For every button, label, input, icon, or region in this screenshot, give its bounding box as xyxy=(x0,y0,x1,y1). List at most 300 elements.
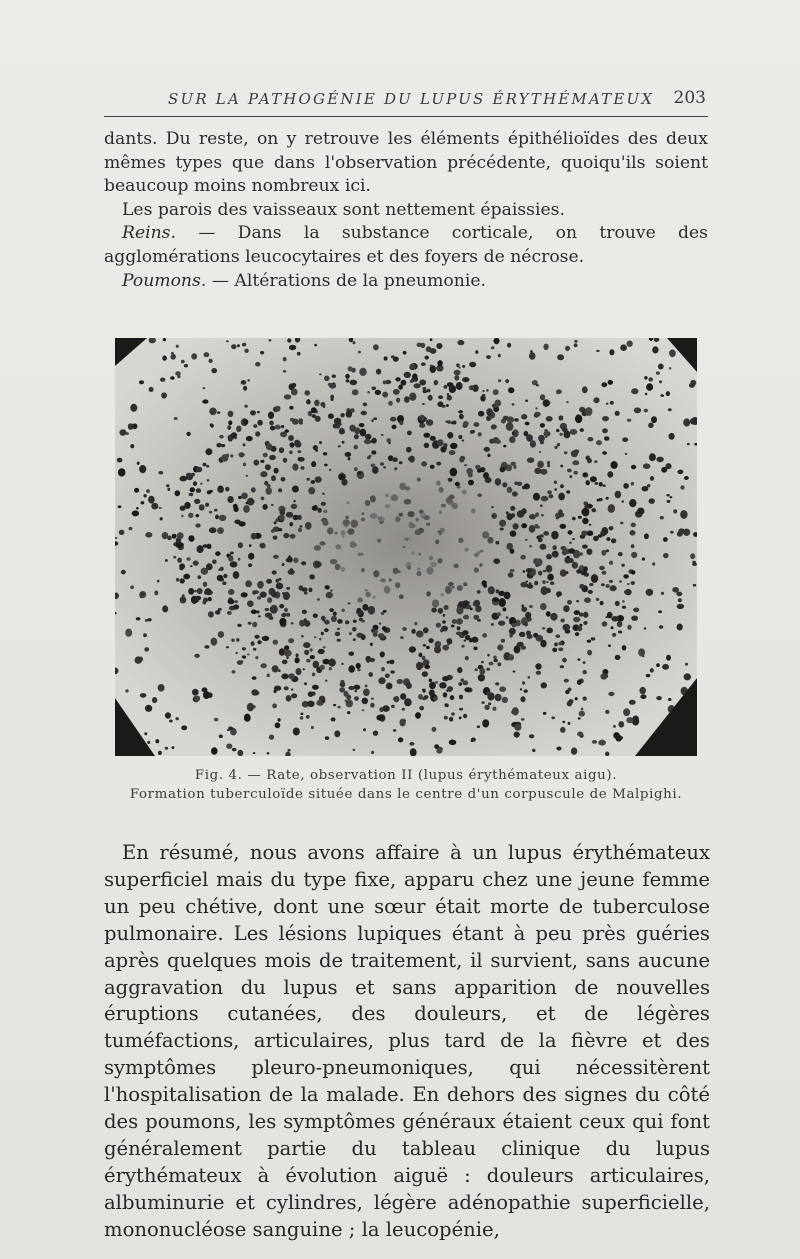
cell-nucleus xyxy=(125,689,128,692)
cell-nucleus xyxy=(575,414,582,423)
cell-nucleus xyxy=(684,673,691,680)
cell-nucleus xyxy=(609,349,614,355)
cell-nucleus xyxy=(371,629,374,633)
cell-nucleus xyxy=(340,413,344,417)
cell-nucleus xyxy=(429,638,434,643)
cell-nucleus xyxy=(145,532,152,538)
cell-nucleus xyxy=(506,616,509,619)
cell-nucleus xyxy=(506,422,514,431)
cell-nucleus xyxy=(442,676,449,681)
cell-nucleus xyxy=(627,625,631,630)
cell-nucleus xyxy=(666,494,669,496)
cell-nucleus xyxy=(511,710,517,715)
cell-nucleus xyxy=(386,438,391,442)
cell-nucleus xyxy=(451,625,455,628)
cell-nucleus xyxy=(564,451,568,454)
cell-nucleus xyxy=(417,478,421,482)
cell-nucleus xyxy=(543,531,549,536)
cell-nucleus xyxy=(546,628,553,634)
cell-nucleus xyxy=(554,488,557,490)
cell-nucleus xyxy=(265,464,271,470)
bottom-text-block xyxy=(104,840,710,1244)
cell-nucleus xyxy=(357,608,362,613)
cell-nucleus xyxy=(319,541,325,545)
cell-nucleus xyxy=(424,665,430,669)
cell-nucleus xyxy=(218,569,221,571)
cell-nucleus xyxy=(607,471,613,478)
cell-nucleus xyxy=(462,605,467,608)
cell-nucleus xyxy=(319,373,322,375)
cell-nucleus xyxy=(266,579,272,584)
cell-nucleus xyxy=(365,592,371,598)
cell-nucleus xyxy=(587,437,593,441)
cell-nucleus xyxy=(560,484,564,488)
cell-nucleus xyxy=(540,423,545,428)
cell-nucleus xyxy=(170,376,174,380)
cell-nucleus xyxy=(345,452,352,457)
cell-nucleus xyxy=(540,544,547,550)
cell-nucleus xyxy=(666,391,670,396)
cell-nucleus xyxy=(379,623,381,625)
cell-nucleus xyxy=(373,731,378,736)
cell-nucleus xyxy=(446,404,449,407)
cell-nucleus xyxy=(619,580,622,582)
cell-nucleus xyxy=(554,446,557,449)
cell-nucleus xyxy=(252,590,256,594)
cell-nucleus xyxy=(493,338,499,344)
cell-nucleus xyxy=(563,624,571,631)
cell-nucleus xyxy=(225,487,229,492)
cell-nucleus xyxy=(357,669,361,672)
cell-nucleus xyxy=(354,445,358,450)
cell-nucleus xyxy=(502,482,507,487)
cell-nucleus xyxy=(663,553,669,558)
cell-nucleus xyxy=(176,717,179,720)
cell-nucleus xyxy=(228,420,232,425)
cell-nucleus xyxy=(390,417,397,422)
cell-nucleus xyxy=(172,534,177,539)
cell-nucleus xyxy=(538,435,545,442)
cell-nucleus xyxy=(349,652,355,656)
cell-nucleus xyxy=(399,513,404,517)
cell-nucleus xyxy=(443,693,447,697)
cell-nucleus xyxy=(154,591,158,596)
cell-nucleus xyxy=(536,635,544,642)
cell-nucleus xyxy=(321,502,326,506)
cell-nucleus xyxy=(567,469,572,473)
cell-nucleus xyxy=(463,714,467,719)
cell-nucleus xyxy=(322,700,326,703)
cell-nucleus xyxy=(521,523,527,528)
cell-nucleus xyxy=(388,442,391,444)
cell-nucleus xyxy=(430,465,435,469)
cell-nucleus xyxy=(310,692,315,696)
cell-nucleus xyxy=(631,581,635,585)
cell-nucleus xyxy=(475,668,478,671)
cell-nucleus xyxy=(226,454,229,458)
cell-nucleus xyxy=(342,441,345,444)
cell-nucleus xyxy=(631,523,636,528)
cell-nucleus xyxy=(486,355,490,358)
cell-nucleus xyxy=(365,685,368,688)
cell-nucleus xyxy=(656,663,660,667)
cell-nucleus xyxy=(507,416,514,423)
cell-nucleus xyxy=(595,482,599,485)
cell-nucleus xyxy=(218,631,224,638)
cell-nucleus xyxy=(629,499,636,507)
cell-nucleus xyxy=(342,609,345,612)
cell-nucleus xyxy=(252,676,257,680)
cell-nucleus xyxy=(498,621,505,626)
cell-nucleus xyxy=(464,548,468,552)
cell-nucleus xyxy=(427,389,431,393)
cell-nucleus xyxy=(430,365,433,367)
cell-nucleus xyxy=(495,478,501,486)
cell-nucleus xyxy=(501,639,505,643)
cell-nucleus xyxy=(352,389,359,395)
cell-nucleus xyxy=(286,512,293,518)
cell-nucleus xyxy=(676,592,682,597)
cell-nucleus xyxy=(373,417,377,420)
cell-nucleus xyxy=(269,455,276,460)
cell-nucleus xyxy=(270,605,278,614)
cell-nucleus xyxy=(660,516,664,519)
cell-nucleus xyxy=(527,634,533,639)
cell-nucleus xyxy=(423,690,426,693)
cell-nucleus xyxy=(143,494,146,497)
cell-nucleus xyxy=(586,480,590,485)
cell-nucleus xyxy=(118,468,126,476)
cell-nucleus xyxy=(404,396,410,403)
cell-nucleus xyxy=(414,383,421,388)
cell-nucleus xyxy=(174,417,178,420)
cell-nucleus xyxy=(493,558,500,564)
cell-nucleus xyxy=(255,635,260,639)
cell-nucleus xyxy=(304,390,310,395)
cell-nucleus xyxy=(158,684,165,692)
cell-nucleus xyxy=(499,686,506,692)
cell-nucleus xyxy=(149,387,154,392)
cell-nucleus xyxy=(306,659,310,663)
cell-nucleus xyxy=(339,687,345,692)
cell-nucleus xyxy=(380,462,384,465)
cell-nucleus xyxy=(477,493,482,497)
cell-nucleus xyxy=(513,671,516,673)
cell-nucleus xyxy=(416,631,424,638)
cell-nucleus xyxy=(656,371,660,375)
cell-nucleus xyxy=(189,493,194,496)
cell-nucleus xyxy=(601,382,607,387)
cell-nucleus xyxy=(380,651,385,657)
cell-nucleus xyxy=(457,626,461,630)
cell-nucleus xyxy=(191,473,195,477)
cell-nucleus xyxy=(404,698,412,706)
cell-nucleus xyxy=(249,544,252,547)
cell-nucleus xyxy=(419,380,426,386)
cell-nucleus xyxy=(287,557,293,563)
cell-nucleus xyxy=(456,382,463,390)
cell-nucleus xyxy=(385,674,390,679)
cell-nucleus xyxy=(567,556,570,559)
cell-nucleus xyxy=(214,718,219,722)
cell-nucleus xyxy=(669,350,676,358)
cell-nucleus xyxy=(546,581,549,583)
cell-nucleus xyxy=(157,580,160,583)
cell-nucleus xyxy=(677,470,683,475)
cell-nucleus xyxy=(177,375,180,379)
cell-nucleus xyxy=(279,447,284,453)
cell-nucleus xyxy=(433,696,438,700)
cell-nucleus xyxy=(463,582,467,586)
cell-nucleus xyxy=(283,592,290,600)
cell-nucleus xyxy=(465,635,471,640)
cell-nucleus xyxy=(542,627,545,630)
cell-nucleus xyxy=(289,534,295,539)
cell-nucleus xyxy=(415,518,418,522)
cell-nucleus xyxy=(644,627,646,630)
cell-nucleus xyxy=(524,483,530,489)
cell-nucleus xyxy=(468,472,473,478)
cell-nucleus xyxy=(574,471,578,475)
cell-nucleus xyxy=(215,610,220,614)
cell-nucleus xyxy=(251,689,258,695)
cell-nucleus xyxy=(648,423,654,428)
cell-nucleus xyxy=(462,680,468,685)
cell-nucleus xyxy=(435,539,439,544)
cell-nucleus xyxy=(271,504,274,506)
cell-nucleus xyxy=(260,460,264,463)
cell-nucleus xyxy=(625,589,632,595)
cell-nucleus xyxy=(683,418,690,426)
cell-nucleus xyxy=(580,428,584,432)
cell-nucleus xyxy=(238,542,243,548)
cell-nucleus xyxy=(571,747,577,754)
cell-nucleus xyxy=(254,460,260,466)
cell-nucleus xyxy=(252,622,257,628)
cell-nucleus xyxy=(242,655,246,658)
cell-nucleus xyxy=(354,685,361,690)
cell-nucleus xyxy=(357,598,363,603)
cell-nucleus xyxy=(260,351,264,354)
cell-nucleus xyxy=(373,344,379,350)
cell-nucleus xyxy=(609,580,613,583)
cell-nucleus xyxy=(538,571,542,576)
cell-nucleus xyxy=(423,644,426,647)
cell-nucleus xyxy=(444,716,448,720)
cell-nucleus xyxy=(165,712,171,718)
cell-nucleus xyxy=(257,640,261,644)
cell-nucleus xyxy=(483,472,489,479)
cell-nucleus xyxy=(386,683,393,690)
cell-nucleus xyxy=(541,586,548,595)
cell-nucleus xyxy=(615,411,620,416)
cell-nucleus xyxy=(447,643,450,645)
cell-nucleus xyxy=(289,442,294,447)
cell-nucleus xyxy=(457,667,462,673)
cell-nucleus xyxy=(389,660,394,665)
cell-nucleus xyxy=(421,362,426,366)
cell-nucleus xyxy=(437,360,442,366)
cell-nucleus xyxy=(491,440,495,443)
cell-nucleus xyxy=(633,608,639,613)
cell-nucleus xyxy=(415,529,422,535)
cell-nucleus xyxy=(181,360,185,364)
cell-nucleus xyxy=(458,538,463,544)
cell-nucleus xyxy=(623,574,629,578)
cell-nucleus xyxy=(267,597,272,603)
cell-nucleus xyxy=(341,472,343,474)
cell-nucleus xyxy=(539,534,543,538)
cell-nucleus xyxy=(606,497,609,500)
cell-nucleus xyxy=(409,523,416,528)
cell-nucleus xyxy=(181,725,187,730)
cell-nucleus xyxy=(508,654,514,660)
cell-nucleus xyxy=(479,563,482,567)
cell-nucleus xyxy=(491,346,495,349)
cell-nucleus xyxy=(343,519,350,526)
cell-nucleus xyxy=(423,433,430,438)
cell-nucleus xyxy=(543,712,547,715)
cell-nucleus xyxy=(596,440,602,445)
cell-nucleus xyxy=(484,447,490,452)
cell-nucleus xyxy=(333,612,337,616)
cell-nucleus xyxy=(489,662,494,666)
cell-nucleus xyxy=(564,679,569,683)
cell-nucleus xyxy=(429,679,432,683)
cell-nucleus xyxy=(565,690,570,694)
cell-nucleus xyxy=(409,364,415,371)
cell-nucleus xyxy=(255,362,260,367)
cell-nucleus xyxy=(274,521,277,524)
cell-nucleus xyxy=(282,660,288,665)
cell-nucleus xyxy=(615,601,620,606)
cell-nucleus xyxy=(246,475,249,477)
cell-nucleus xyxy=(598,740,606,746)
cell-nucleus xyxy=(353,749,356,751)
cell-nucleus xyxy=(498,379,501,382)
cell-nucleus xyxy=(250,410,256,415)
cell-nucleus xyxy=(376,715,383,721)
cell-nucleus xyxy=(222,581,226,585)
cell-nucleus xyxy=(426,567,433,575)
cell-nucleus xyxy=(583,566,588,572)
cell-nucleus xyxy=(364,439,371,444)
cell-nucleus xyxy=(514,418,519,421)
cell-nucleus xyxy=(452,586,455,589)
cell-nucleus xyxy=(540,394,545,400)
cell-nucleus xyxy=(602,416,609,421)
cell-nucleus xyxy=(438,530,442,533)
cell-nucleus xyxy=(205,503,209,507)
cell-nucleus xyxy=(663,537,668,542)
cell-nucleus xyxy=(569,475,572,478)
cell-nucleus xyxy=(332,375,336,378)
cell-nucleus xyxy=(261,591,266,597)
cell-nucleus xyxy=(406,682,412,689)
cell-nucleus xyxy=(311,461,316,467)
cell-nucleus xyxy=(237,344,240,347)
cell-nucleus xyxy=(404,499,412,505)
cell-nucleus xyxy=(247,600,254,607)
cell-nucleus xyxy=(194,499,200,504)
cell-nucleus xyxy=(434,380,439,385)
cell-nucleus xyxy=(206,563,213,570)
cell-nucleus xyxy=(263,504,268,510)
cell-nucleus xyxy=(401,380,407,386)
cell-nucleus xyxy=(278,488,282,492)
cell-nucleus xyxy=(611,626,614,629)
cell-nucleus xyxy=(197,588,203,594)
cell-nucleus xyxy=(341,479,347,486)
cell-nucleus xyxy=(315,449,318,452)
cell-nucleus xyxy=(426,646,430,649)
cell-nucleus xyxy=(317,508,321,513)
cell-nucleus xyxy=(349,425,355,432)
cell-nucleus xyxy=(241,592,248,597)
cell-nucleus xyxy=(502,697,508,703)
cell-nucleus xyxy=(209,527,217,533)
cell-nucleus xyxy=(659,380,662,383)
cell-nucleus xyxy=(673,509,677,513)
cell-nucleus xyxy=(521,604,524,607)
cell-nucleus xyxy=(418,553,421,556)
cell-nucleus xyxy=(176,345,179,348)
cell-nucleus xyxy=(455,482,460,486)
cell-nucleus xyxy=(238,558,241,561)
cell-nucleus xyxy=(461,645,464,648)
cell-nucleus xyxy=(320,402,325,407)
cell-nucleus xyxy=(151,503,158,510)
cell-nucleus xyxy=(627,341,633,347)
cell-nucleus xyxy=(345,620,349,624)
cell-nucleus xyxy=(491,424,497,429)
cell-nucleus xyxy=(602,621,608,626)
cell-nucleus xyxy=(577,732,583,737)
cell-nucleus xyxy=(481,661,484,664)
cell-nucleus xyxy=(235,600,238,603)
cell-nucleus xyxy=(534,468,541,474)
cell-nucleus xyxy=(644,533,649,539)
cell-nucleus xyxy=(535,663,541,669)
cell-nucleus xyxy=(520,688,522,690)
cell-nucleus xyxy=(656,457,663,463)
cell-nucleus xyxy=(253,424,257,428)
cell-nucleus xyxy=(180,476,188,482)
kidneys-text: — Dans la substance corticale, on trouve des agglomérations leucocytaires et des foyers de nécrose. xyxy=(104,223,708,267)
cell-nucleus xyxy=(269,339,272,341)
cell-nucleus xyxy=(337,619,343,624)
cell-nucleus xyxy=(606,537,610,541)
cell-nucleus xyxy=(646,383,653,391)
cell-nucleus xyxy=(255,431,260,436)
cell-nucleus xyxy=(443,614,446,617)
cell-nucleus xyxy=(325,736,329,740)
cell-nucleus xyxy=(284,645,289,650)
cell-nucleus xyxy=(231,432,237,438)
cell-nucleus xyxy=(612,633,616,637)
cell-nucleus xyxy=(289,345,296,350)
cell-nucleus xyxy=(385,494,388,497)
cell-nucleus xyxy=(348,457,351,460)
cell-nucleus xyxy=(610,401,614,405)
cell-nucleus xyxy=(322,493,325,495)
cell-nucleus xyxy=(353,638,356,641)
cell-nucleus xyxy=(391,355,395,358)
cell-nucleus xyxy=(547,490,551,494)
cell-nucleus xyxy=(231,639,235,642)
cell-nucleus xyxy=(242,343,246,347)
cell-nucleus xyxy=(288,570,295,575)
